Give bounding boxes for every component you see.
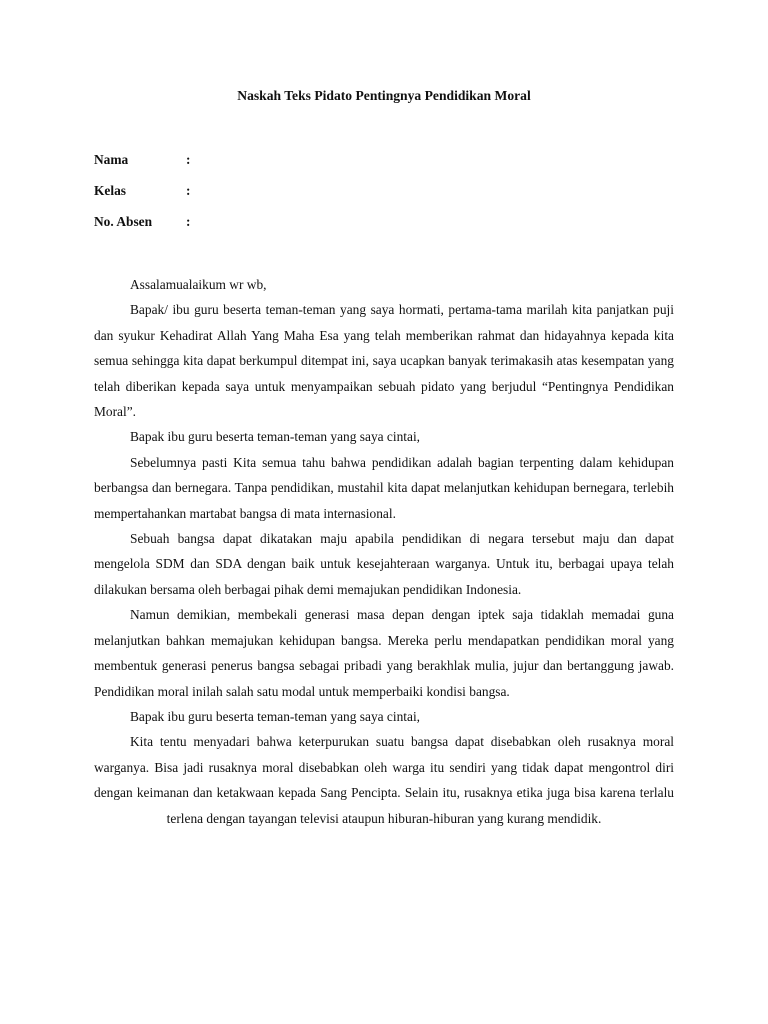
paragraph-developed-nation: Sebuah bangsa dapat dikatakan maju apabila pendidikan di negara tersebut maju dan dapat mengelola SDM dan SDA dengan baik untuk kesejahteraan warganya. Untuk itu, berbagai upaya telah dilakukan bersama oleh berbagai pihak demi memajukan pendidikan Indonesia. <box>94 531 674 597</box>
paragraph-moral-decline: Kita tentu menyadari bahwa keterpurukan suatu bangsa dapat disebabkan oleh rusaknya moral warganya. Bisa jadi rusaknya moral disebabkan oleh warga itu sendiri yang tidak dapat mengontrol diri dengan keimanan dan ketakwaan kepada Sang Pencipta. Selain itu, rusaknya etika juga bisa karena terlalu terlena dengan tayangan televisi ataupun hiburan-hiburan yang kurang mendidik. <box>94 734 674 826</box>
paragraph-greeting: Assalamualaikum wr wb, <box>130 277 267 292</box>
field-label: No. Absen <box>94 214 153 229</box>
paragraph-education-importance: Sebelumnya pasti Kita semua tahu bahwa pendidikan adalah bagian terpenting dalam kehidupan berbangsa dan bernegara. Tanpa pendidikan, mustahil kita dapat melanjutkan kehidupan bernegara, terlebih mempertahankan martabat bangsa di mata internasional. <box>94 454 674 521</box>
paragraph-opening: Bapak/ ibu guru beserta teman-teman yang saya hormati, pertama-tama marilah kita panjatkan puji dan syukur Kehadirat Allah Yang Maha Esa yang telah memberikan rahmat dan hidayahnya kepada kita semua sehingga kita dapat berkumpul ditempat ini, saya ucapkan banyak terimakasih atas kesempatan yang telah diberikan kepada saya untuk menyampaikan sebuah pidato yang berjudul “Pentingnya Pendidikan Moral”. <box>94 302 674 420</box>
field-kelas <box>94 183 190 199</box>
paragraph-moral-education: Namun demikian, membekali generasi masa depan dengan iptek saja tidaklah memadai guna melanjutkan bahkan memajukan kehidupan bangsa. Mereka perlu mendapatkan pendidikan moral yang membentuk generasi penerus bangsa sebagai pribadi yang berakhlak mulia, jujur dan bertanggung jawab. Pendidikan moral inilah salah satu modal untuk memperbaiki kondisi bangsa. <box>94 607 674 699</box>
field-separator: : <box>186 183 191 198</box>
field-label: Nama <box>94 152 129 167</box>
speech-body <box>94 272 674 831</box>
field-label: Kelas <box>94 183 126 198</box>
field-separator: : <box>186 214 191 229</box>
field-separator: : <box>186 152 191 167</box>
document-title: Naskah Teks Pidato Pentingnya Pendidikan Moral <box>237 88 531 103</box>
paragraph-address-2: Bapak ibu guru beserta teman-teman yang saya cintai, <box>130 708 421 724</box>
field-nama <box>94 152 190 168</box>
paragraph-address-1: Bapak ibu guru beserta teman-teman yang saya cintai, <box>130 429 421 445</box>
field-no-absen <box>94 214 190 230</box>
